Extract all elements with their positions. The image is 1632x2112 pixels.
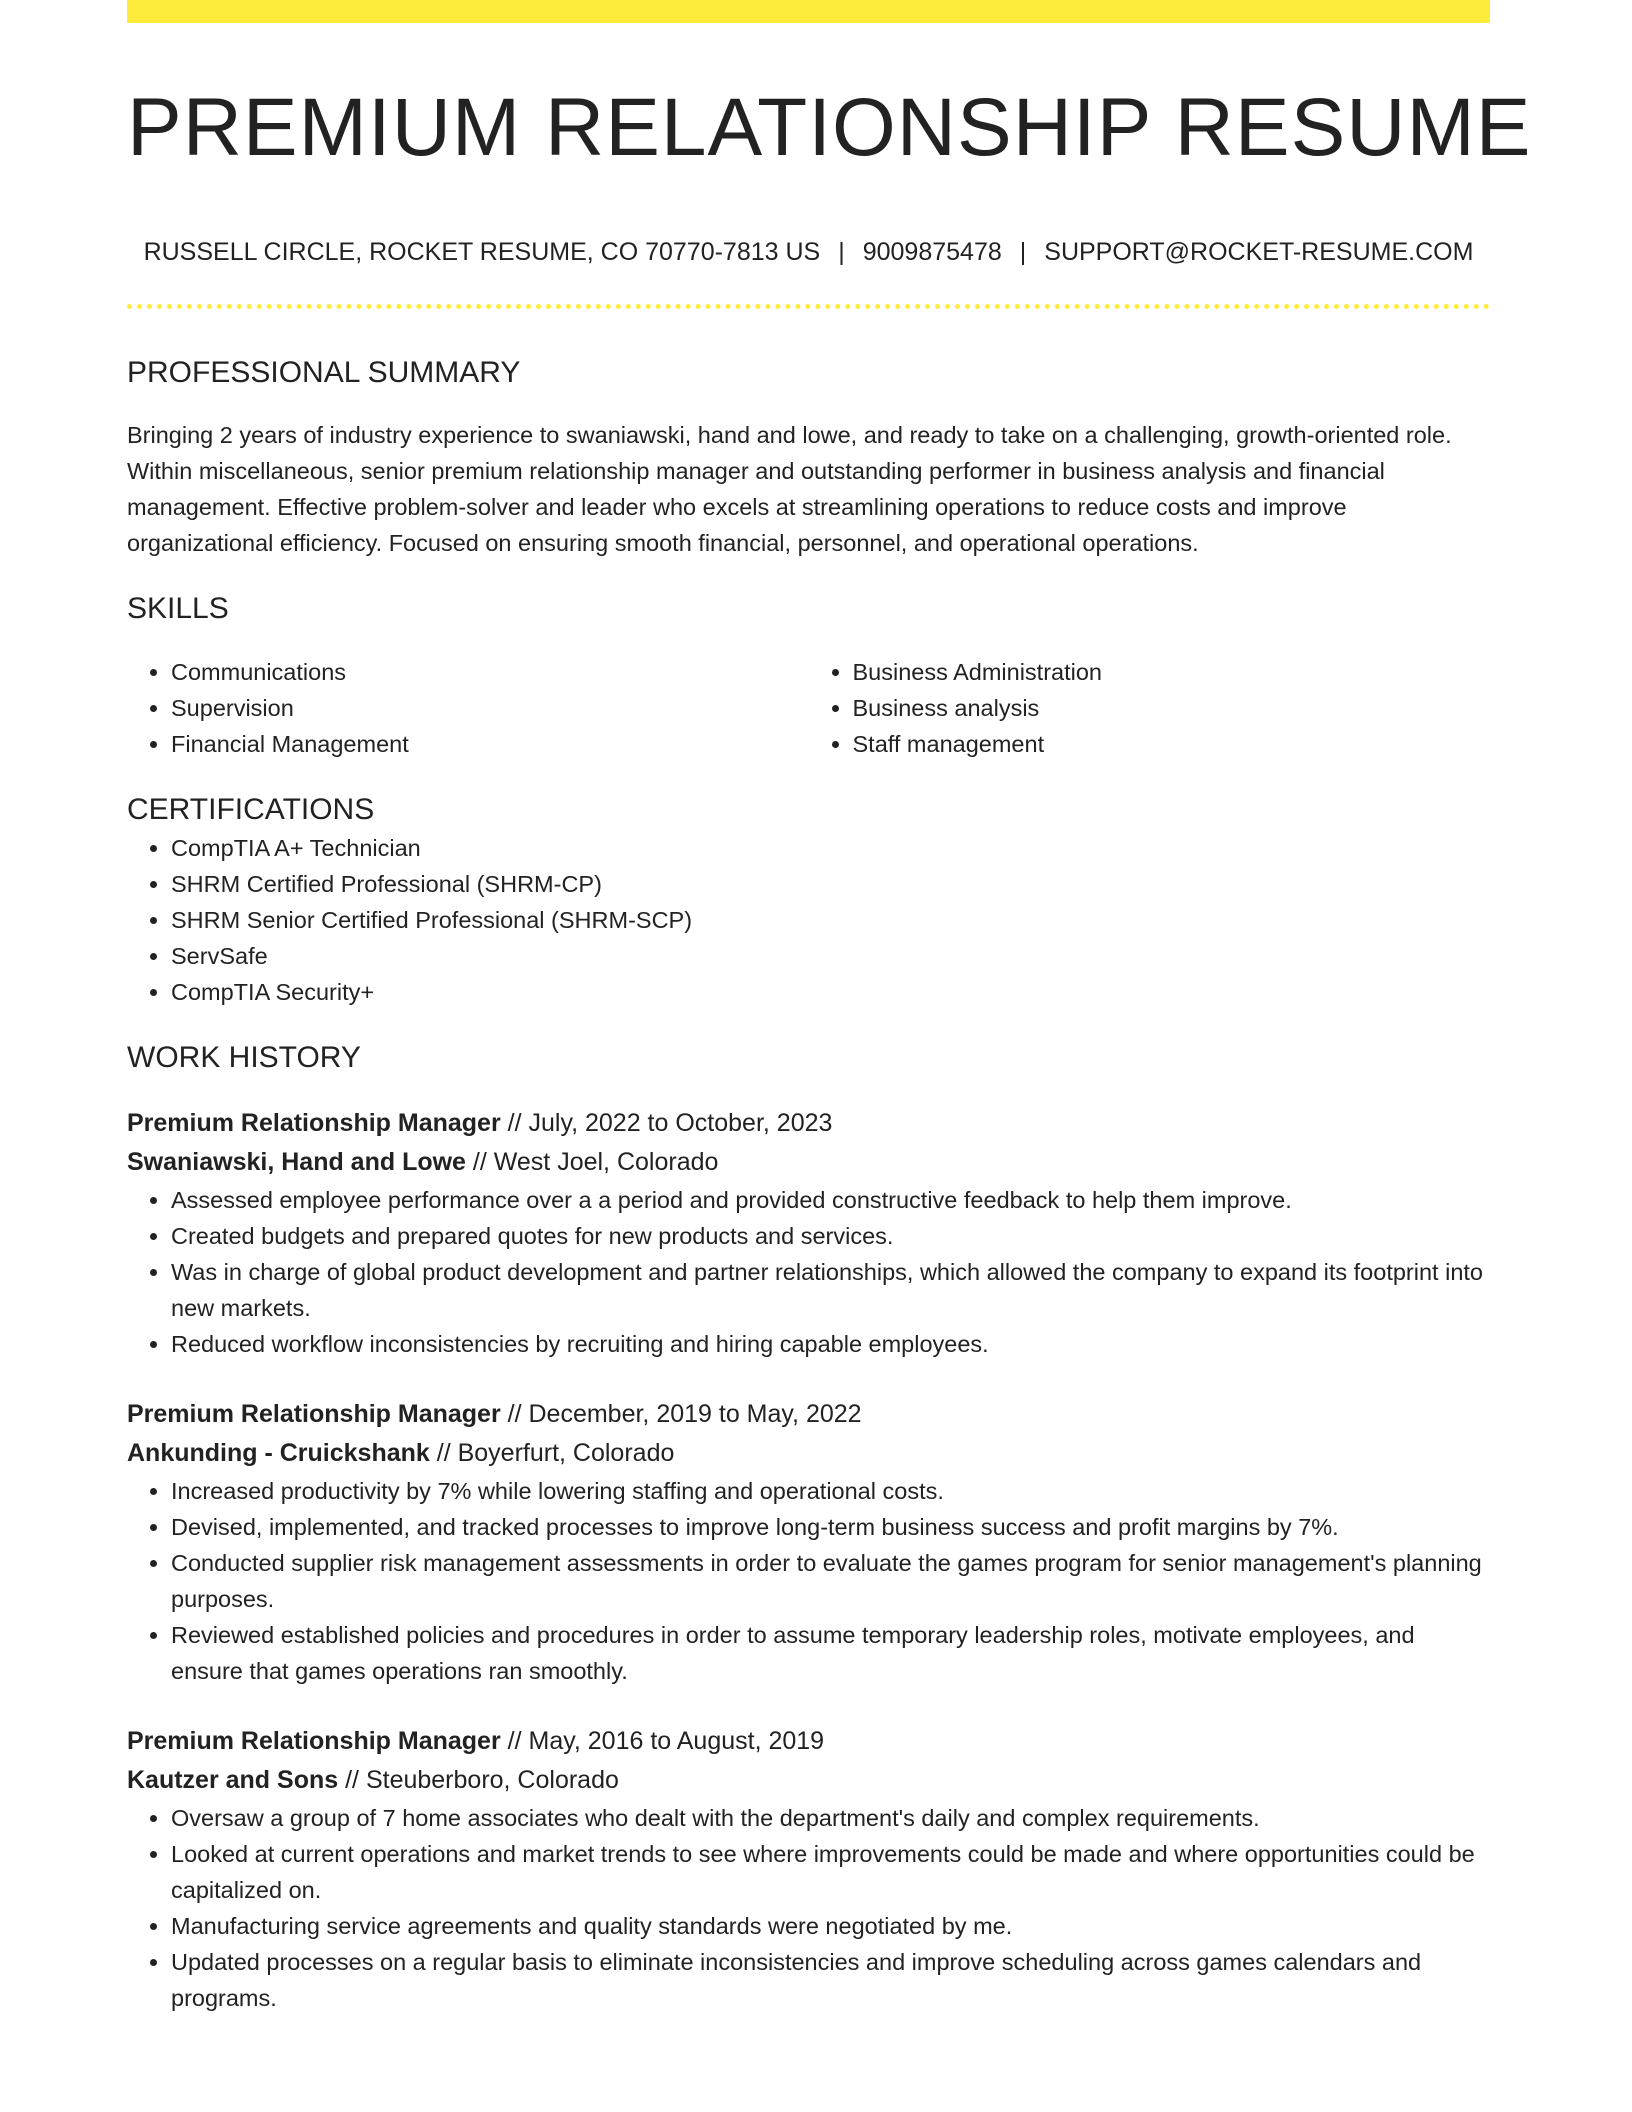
job-location: // Boyerfurt, Colorado xyxy=(436,1439,675,1467)
job-location: // West Joel, Colorado xyxy=(472,1148,719,1176)
contact-separator: | xyxy=(838,238,845,266)
job-bullet: • Increased productivity by 7% while lowering staffing and operational costs. xyxy=(171,1473,1490,1509)
certification-item: • CompTIA A+ Technician xyxy=(171,830,1490,866)
skills-column-right xyxy=(809,654,1491,762)
skills-column-left xyxy=(127,654,809,762)
dotted-divider xyxy=(127,304,1490,309)
job-role: Premium Relationship Manager xyxy=(127,1109,501,1137)
job-company: Swaniawski, Hand and Lowe xyxy=(127,1148,466,1176)
job-bullets xyxy=(127,1800,1490,2016)
job-entry xyxy=(127,1104,1490,1362)
job-role: Premium Relationship Manager xyxy=(127,1727,501,1755)
skill-item: • Business analysis xyxy=(853,690,1491,726)
job-company: Ankunding - Cruickshank xyxy=(127,1439,430,1467)
job-role-line xyxy=(127,1722,1490,1761)
certification-item: • CompTIA Security+ xyxy=(171,974,1490,1010)
skills-list xyxy=(127,654,1490,762)
job-entry xyxy=(127,1395,1490,1689)
resume-name: PREMIUM RELATIONSHIP RESUME xyxy=(127,82,1532,173)
skill-item: • Business Administration xyxy=(853,654,1491,690)
job-dates: // July, 2022 to October, 2023 xyxy=(507,1109,833,1137)
skill-item: • Supervision xyxy=(171,690,809,726)
job-bullet: • Updated processes on a regular basis to eliminate inconsistencies and improve scheduling across games calendars and programs. xyxy=(171,1944,1490,2016)
job-company-line xyxy=(127,1434,1490,1473)
skill-item: • Financial Management xyxy=(171,726,809,762)
contact-phone: 9009875478 xyxy=(862,238,1002,266)
skill-item: • Staff management xyxy=(853,726,1491,762)
job-location: // Steuberboro, Colorado xyxy=(345,1766,619,1794)
job-company: Kautzer and Sons xyxy=(127,1766,339,1794)
job-bullets xyxy=(127,1473,1490,1689)
work-history-heading: WORK HISTORY xyxy=(127,1041,361,1074)
certifications-list xyxy=(127,830,1490,1010)
job-bullet: • Reduced workflow inconsistencies by recruiting and hiring capable employees. xyxy=(171,1326,1490,1362)
job-bullet: • Assessed employee performance over a a period and provided constructive feedback to help them improve. xyxy=(171,1182,1490,1218)
contact-address: RUSSELL CIRCLE, ROCKET RESUME, CO 70770-7813 US xyxy=(143,238,821,266)
job-role-line xyxy=(127,1104,1490,1143)
job-bullet: • Looked at current operations and market trends to see where improvements could be made and where opportunities could be capitalized on. xyxy=(171,1836,1490,1908)
job-bullets xyxy=(127,1182,1490,1362)
job-company-line xyxy=(127,1761,1490,1800)
resume-page xyxy=(127,0,1532,2016)
certification-item: • SHRM Certified Professional (SHRM-CP) xyxy=(171,866,1490,902)
job-entry xyxy=(127,1722,1490,2016)
contact-email: SUPPORT@ROCKET-RESUME.COM xyxy=(1044,238,1474,266)
summary-text: Bringing 2 years of industry experience to swaniawski, hand and lowe, and ready to take on a challenging, growth-oriented role. Within miscellaneous, senior premium relationship manager and outstanding performer in business analysis and financial management. Effective problem-solver and leader who excels at streamlining operations to reduce costs and improve organizational efficiency. Focused on ensuring smooth financial, personnel, and operational operations. xyxy=(127,422,1452,556)
job-bullet: • Manufacturing service agreements and quality standards were negotiated by me. xyxy=(171,1908,1490,1944)
job-bullet: • Devised, implemented, and tracked processes to improve long-term business success and profit margins by 7%. xyxy=(171,1509,1490,1545)
job-dates: // May, 2016 to August, 2019 xyxy=(507,1727,825,1755)
summary-heading: PROFESSIONAL SUMMARY xyxy=(127,356,521,389)
job-role: Premium Relationship Manager xyxy=(127,1400,501,1428)
job-bullet: • Reviewed established policies and procedures in order to assume temporary leadership roles, motivate employees, and ensure that games operations ran smoothly. xyxy=(171,1617,1490,1689)
certifications-heading: CERTIFICATIONS xyxy=(127,793,375,826)
contact-separator: | xyxy=(1019,238,1027,266)
skills-heading: SKILLS xyxy=(127,592,229,625)
job-bullet: • Was in charge of global product development and partner relationships, which allowed the company to expand its footprint into new markets. xyxy=(171,1254,1490,1326)
job-bullet: • Conducted supplier risk management assessments in order to evaluate the games program for senior management's planning purposes. xyxy=(171,1545,1490,1617)
job-bullet: • Oversaw a group of 7 home associates who dealt with the department's daily and complex requirements. xyxy=(171,1800,1490,1836)
contact-line xyxy=(127,235,1490,269)
job-company-line xyxy=(127,1143,1490,1182)
job-role-line xyxy=(127,1395,1490,1434)
skill-item: • Communications xyxy=(171,654,809,690)
certification-item: • ServSafe xyxy=(171,938,1490,974)
certification-item: • SHRM Senior Certified Professional (SHRM-SCP) xyxy=(171,902,1490,938)
job-dates: // December, 2019 to May, 2022 xyxy=(507,1400,862,1428)
job-bullet: • Created budgets and prepared quotes for new products and services. xyxy=(171,1218,1490,1254)
